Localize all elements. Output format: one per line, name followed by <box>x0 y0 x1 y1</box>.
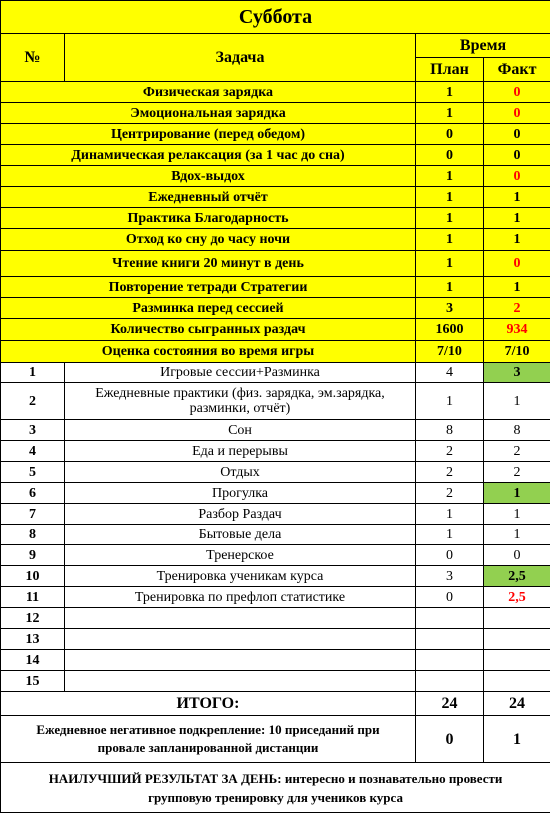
task-fact <box>484 671 550 692</box>
task-plan: 8 <box>416 420 484 441</box>
task-fact: 1 <box>484 483 550 504</box>
header-time: Время <box>416 34 550 58</box>
habit-row <box>1 82 550 103</box>
habit-plan: 1 <box>416 82 484 103</box>
task-fact <box>484 608 550 629</box>
task-row <box>1 363 550 383</box>
habit-fact: 0 <box>484 251 550 277</box>
header-number: № <box>1 34 65 82</box>
habit-plan: 3 <box>416 298 484 319</box>
task-row <box>1 420 550 441</box>
task-row <box>1 383 550 420</box>
best-result-cell <box>1 763 550 813</box>
habit-fact: 1 <box>484 229 550 251</box>
task-plan <box>416 671 484 692</box>
task-name: Сон <box>65 420 416 441</box>
habit-task: Физическая зарядка <box>1 82 416 103</box>
task-row <box>1 671 550 692</box>
task-plan: 2 <box>416 441 484 462</box>
task-row <box>1 629 550 650</box>
habit-row <box>1 277 550 298</box>
habit-fact: 1 <box>484 277 550 298</box>
negative-reinforcement-row <box>1 716 550 763</box>
task-row <box>1 587 550 608</box>
task-row <box>1 608 550 629</box>
task-number: 3 <box>1 420 65 441</box>
habit-fact: 1 <box>484 187 550 208</box>
day-title: Суббота <box>1 1 550 34</box>
habit-plan: 1 <box>416 251 484 277</box>
task-name: Еда и перерывы <box>65 441 416 462</box>
habit-fact: 0 <box>484 124 550 145</box>
habit-plan: 7/10 <box>416 341 484 363</box>
task-number: 12 <box>1 608 65 629</box>
habit-plan: 1 <box>416 208 484 229</box>
task-name <box>65 671 416 692</box>
task-name <box>65 650 416 671</box>
task-row <box>1 566 550 587</box>
task-name: Ежедневные практики (физ. зарядка, эм.зарядка, разминки, отчёт) <box>65 383 416 420</box>
task-number: 11 <box>1 587 65 608</box>
task-number: 13 <box>1 629 65 650</box>
best-result-row <box>1 763 550 813</box>
habit-plan: 1 <box>416 166 484 187</box>
habit-row <box>1 251 550 277</box>
task-fact: 2,5 <box>484 587 550 608</box>
habit-task: Центрирование (перед обедом) <box>1 124 416 145</box>
task-row <box>1 525 550 545</box>
habit-row <box>1 319 550 341</box>
habit-task: Эмоциональная зарядка <box>1 103 416 124</box>
task-plan: 2 <box>416 462 484 483</box>
task-name: Тренировка ученикам курса <box>65 566 416 587</box>
task-plan: 0 <box>416 587 484 608</box>
habit-row <box>1 208 550 229</box>
task-number: 10 <box>1 566 65 587</box>
task-plan: 3 <box>416 566 484 587</box>
task-number: 4 <box>1 441 65 462</box>
habit-row <box>1 229 550 251</box>
habit-fact: 1 <box>484 208 550 229</box>
task-row <box>1 483 550 504</box>
task-plan: 4 <box>416 363 484 383</box>
task-name <box>65 608 416 629</box>
task-fact: 3 <box>484 363 550 383</box>
task-number: 9 <box>1 545 65 566</box>
habit-row <box>1 187 550 208</box>
habit-row <box>1 298 550 319</box>
habit-row <box>1 166 550 187</box>
habit-task: Ежедневный отчёт <box>1 187 416 208</box>
task-name: Разбор Раздач <box>65 504 416 525</box>
habit-task: Практика Благодарность <box>1 208 416 229</box>
habit-row <box>1 341 550 363</box>
total-fact: 24 <box>484 692 550 716</box>
negative-reinforcement-text: Ежедневное негативное подкрепление: 10 приседаний при провале запланированной дистанции <box>1 716 416 763</box>
task-fact: 2 <box>484 441 550 462</box>
task-plan <box>416 608 484 629</box>
task-plan <box>416 629 484 650</box>
negative-fact: 1 <box>484 716 550 763</box>
total-row <box>1 692 550 716</box>
total-label: ИТОГО: <box>1 692 416 716</box>
habit-plan: 1 <box>416 277 484 298</box>
task-fact: 1 <box>484 525 550 545</box>
habit-task: Количество сыгранных раздач <box>1 319 416 341</box>
task-fact: 2,5 <box>484 566 550 587</box>
habit-plan: 0 <box>416 124 484 145</box>
task-plan: 0 <box>416 545 484 566</box>
habit-plan: 1 <box>416 187 484 208</box>
task-row <box>1 650 550 671</box>
habit-task: Разминка перед сессией <box>1 298 416 319</box>
habit-task: Оценка состояния во время игры <box>1 341 416 363</box>
habit-plan: 1600 <box>416 319 484 341</box>
task-number: 1 <box>1 363 65 383</box>
habit-fact: 934 <box>484 319 550 341</box>
habit-row <box>1 145 550 166</box>
habit-task: Отход ко сну до часу ночи <box>1 229 416 251</box>
habit-fact: 0 <box>484 82 550 103</box>
task-fact: 8 <box>484 420 550 441</box>
task-row <box>1 441 550 462</box>
habit-task: Повторение тетради Стратегии <box>1 277 416 298</box>
task-name: Тренерское <box>65 545 416 566</box>
habit-plan: 0 <box>416 145 484 166</box>
total-plan: 24 <box>416 692 484 716</box>
task-number: 6 <box>1 483 65 504</box>
task-plan: 1 <box>416 504 484 525</box>
best-result-label: НАИЛУЧШИЙ РЕЗУЛЬТАТ ЗА ДЕНЬ: <box>48 770 282 786</box>
header-task: Задача <box>65 34 416 82</box>
habit-row <box>1 124 550 145</box>
task-name: Бытовые дела <box>65 525 416 545</box>
habit-fact: 0 <box>484 166 550 187</box>
task-number: 7 <box>1 504 65 525</box>
task-number: 2 <box>1 383 65 420</box>
task-number: 8 <box>1 525 65 545</box>
task-plan: 1 <box>416 383 484 420</box>
task-name: Тренировка по префлоп статистике <box>65 587 416 608</box>
task-name: Игровые сессии+Разминка <box>65 363 416 383</box>
task-fact <box>484 650 550 671</box>
habit-fact: 2 <box>484 298 550 319</box>
header-plan: План <box>416 58 484 82</box>
habit-task: Динамическая релаксация (за 1 час до сна) <box>1 145 416 166</box>
task-plan: 2 <box>416 483 484 504</box>
task-name <box>65 629 416 650</box>
task-row <box>1 504 550 525</box>
task-name: Прогулка <box>65 483 416 504</box>
task-plan: 1 <box>416 525 484 545</box>
task-plan <box>416 650 484 671</box>
best-result-text: интересно и познавательно провести групповую тренировку для учеников курса <box>148 770 503 805</box>
habit-plan: 1 <box>416 103 484 124</box>
negative-plan: 0 <box>416 716 484 763</box>
task-fact: 1 <box>484 504 550 525</box>
habit-task: Вдох-выдох <box>1 166 416 187</box>
habit-fact: 0 <box>484 103 550 124</box>
task-name: Отдых <box>65 462 416 483</box>
task-row <box>1 462 550 483</box>
task-fact <box>484 629 550 650</box>
task-row <box>1 545 550 566</box>
habit-task: Чтение книги 20 минут в день <box>1 251 416 277</box>
header-fact: Факт <box>484 58 550 82</box>
habit-fact: 7/10 <box>484 341 550 363</box>
habit-fact: 0 <box>484 145 550 166</box>
task-number: 5 <box>1 462 65 483</box>
habit-plan: 1 <box>416 229 484 251</box>
task-fact: 2 <box>484 462 550 483</box>
task-number: 15 <box>1 671 65 692</box>
task-number: 14 <box>1 650 65 671</box>
task-fact: 0 <box>484 545 550 566</box>
habit-row <box>1 103 550 124</box>
task-fact: 1 <box>484 383 550 420</box>
